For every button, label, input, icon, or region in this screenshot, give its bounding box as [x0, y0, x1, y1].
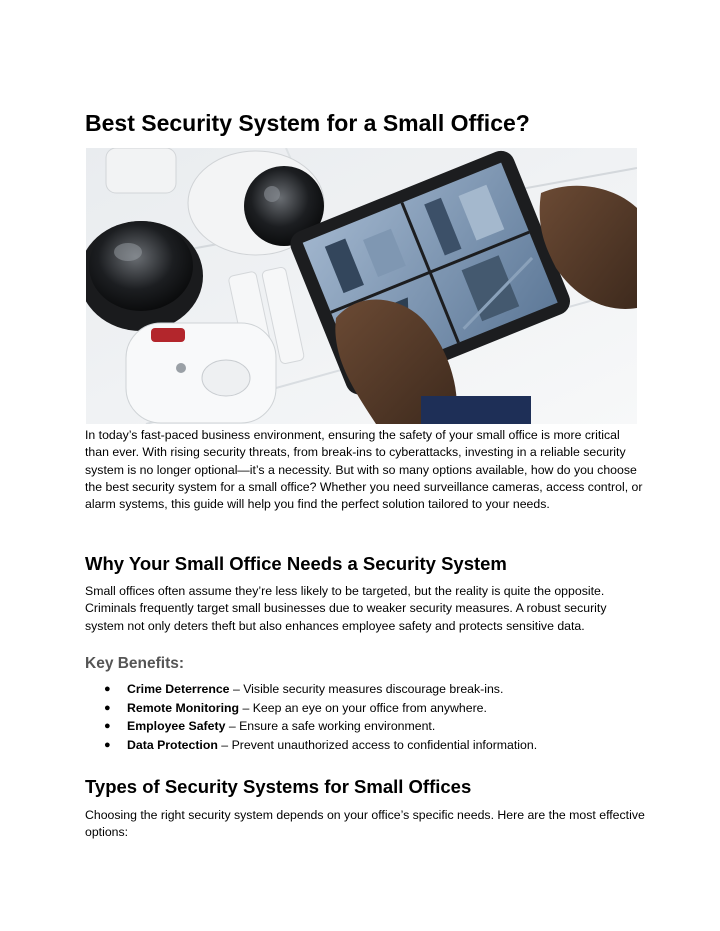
bullet-icon: ● [104, 739, 111, 752]
hero-image [86, 148, 637, 424]
section-heading-why: Why Your Small Office Needs a Security System [85, 553, 507, 574]
security-devices-illustration [86, 148, 637, 424]
bullet-icon: ● [104, 720, 111, 733]
benefit-term: Data Protection [127, 738, 218, 753]
bullet-icon: ● [104, 701, 111, 714]
page-title: Best Security System for a Small Office? [85, 110, 530, 136]
benefit-desc: – Prevent unauthorized access to confidential information. [217, 738, 538, 753]
list-item [104, 717, 644, 736]
section-heading-types: Types of Security Systems for Small Offices [85, 776, 472, 797]
benefit-term: Crime Deterrence [127, 682, 230, 696]
list-item [104, 680, 644, 699]
benefit-desc: – Visible security measures discourage break-ins. [229, 682, 504, 696]
benefit-term: Employee Safety [127, 719, 226, 734]
section-body-types: Choosing the right security system depends on your office’s specific needs. Here are the most effective options: [85, 808, 645, 840]
list-item [104, 699, 644, 718]
section-body-why: Small offices often assume they’re less likely to be targeted, but the reality is quite the opposite. Criminals frequently target small businesses due to weaker security measures. A robust security system not only deters theft but also enhances employee safety and protects sensitive data. [85, 584, 607, 633]
benefit-desc: – Ensure a safe working environment. [225, 719, 436, 734]
intro-paragraph: In today’s fast-paced business environment, ensuring the safety of your small office is more critical than ever. With rising security threats, from break-ins to cyberattacks, investing in a reliable security system is no longer optional—it’s a necessity. But with so many options available, how do you choose the best security system for a small office? Whether you need surveillance cameras, access control, or alarm systems, this guide will help you find the perfect solution tailored to your needs. [85, 428, 643, 512]
benefits-heading: Key Benefits: [85, 655, 185, 672]
benefit-desc: – Keep an eye on your office from anywhere. [239, 700, 487, 715]
benefits-list [104, 680, 644, 755]
benefit-term: Remote Monitoring [127, 700, 240, 715]
bullet-icon: ● [104, 683, 111, 695]
list-item [104, 736, 644, 755]
